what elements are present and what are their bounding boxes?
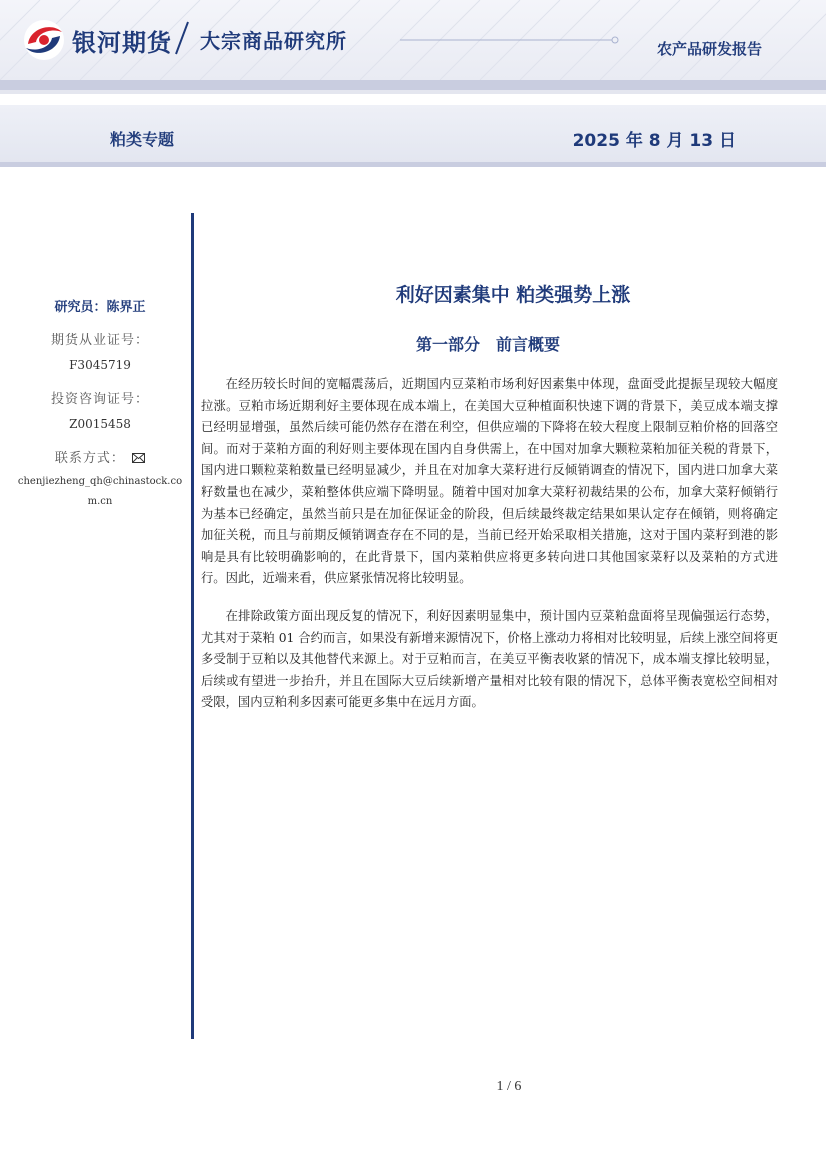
futures-cert-value: F3045719: [69, 358, 131, 372]
report-type: 农产品研发报告: [656, 40, 762, 58]
mail-icon: [132, 453, 145, 463]
futures-cert-label: 期货从业证号：: [50, 333, 149, 348]
page-number: 1 / 6: [496, 1079, 522, 1094]
paragraph: 在排除政策方面出现反复的情况下，利好因素明显集中，预计国内豆菜粕盘面将呈现偏强运行态势，尤其对于菜粕 01 合约而言，如果没有新增来源情况下，价格上涨动力将相对比较明显，后续上涨空间将更多受制于豆粕以及其他替代来源上。对于豆粕而言，在美豆平衡表收紧的情况下，成本端支撑比较明显，后续或有望进一步抬升，并且在国际大豆后续新增产量相对比较有限的情况下，总体平衡表宽松空间相对受限，国内豆粕利多因素可能更多集中在远月方面。: [201, 608, 778, 710]
header-stripe-light: [0, 90, 826, 94]
topic-band-border: [0, 162, 826, 167]
contact-row: [14, 447, 186, 466]
section-title: 第一部分 前言概要: [415, 335, 560, 354]
header-deco-line: [400, 36, 620, 44]
institute-name: 大宗商品研究所: [200, 29, 347, 53]
sidebar-divider: [191, 213, 194, 1039]
analyst-sidebar: [14, 296, 186, 512]
header-stripe: [0, 80, 826, 90]
brand-name: 银河期货: [72, 29, 172, 57]
report-title: 利好因素集中 粕类强势上涨: [395, 284, 631, 306]
contact-label: 联系方式：: [54, 451, 125, 466]
report-body: [201, 374, 778, 730]
paragraph: 在经历较长时间的宽幅震荡后，近期国内豆菜粕市场利好因素集中体现，盘面受此提振呈现较大幅度拉涨。豆粕市场近期利好主要体现在成本端上，在美国大豆种植面积快速下调的背景下，美豆成本端支撑已经明显增强，虽然后续可能仍然存在潜在利空，但供应端的下降将在较大程度上限制豆粕价格的回落空间。而对于菜粕方面的利好则主要体现在国内自身供需上，在中国对加拿大颗粒菜粕加征关税的背景下，国内进口颗粒菜粕数量已经明显减少，并且在对加拿大菜籽进行反倾销调查的情况下，国内进口加拿大菜籽数量也在减少，菜粕整体供应端下降明显。随着中国对加拿大菜籽初裁结果的公布，加拿大菜籽倾销行为基本已经确定，虽然当前只是在加征保证金的阶段，但后续最终裁定结果如果认定存在倾销，则将确定加征关税，而且与前期反倾销调查存在不同的是，当前已经开始采取相关措施，这对于国内菜籽到港的影响是具有比较明确影响的，在此背景下，国内菜粕供应将更多转向进口其他国家菜籽以及菜粕的方式进行。因此，近端来看，供应紧张情况将比较明显。: [201, 377, 778, 586]
consult-cert-value: Z0015458: [69, 417, 131, 431]
analyst-name: 研究员：陈界正: [54, 300, 146, 315]
consult-cert-label: 投资咨询证号：: [50, 392, 149, 407]
brand-separator: [172, 18, 192, 58]
galaxy-logo-icon: [22, 18, 66, 62]
report-date: 2025 年 8 月 13 日: [572, 131, 736, 151]
analyst-email[interactable]: chenjiezheng_qh@chinastock.com.cn: [17, 476, 183, 507]
topic-label: 粕类专题: [110, 130, 175, 149]
